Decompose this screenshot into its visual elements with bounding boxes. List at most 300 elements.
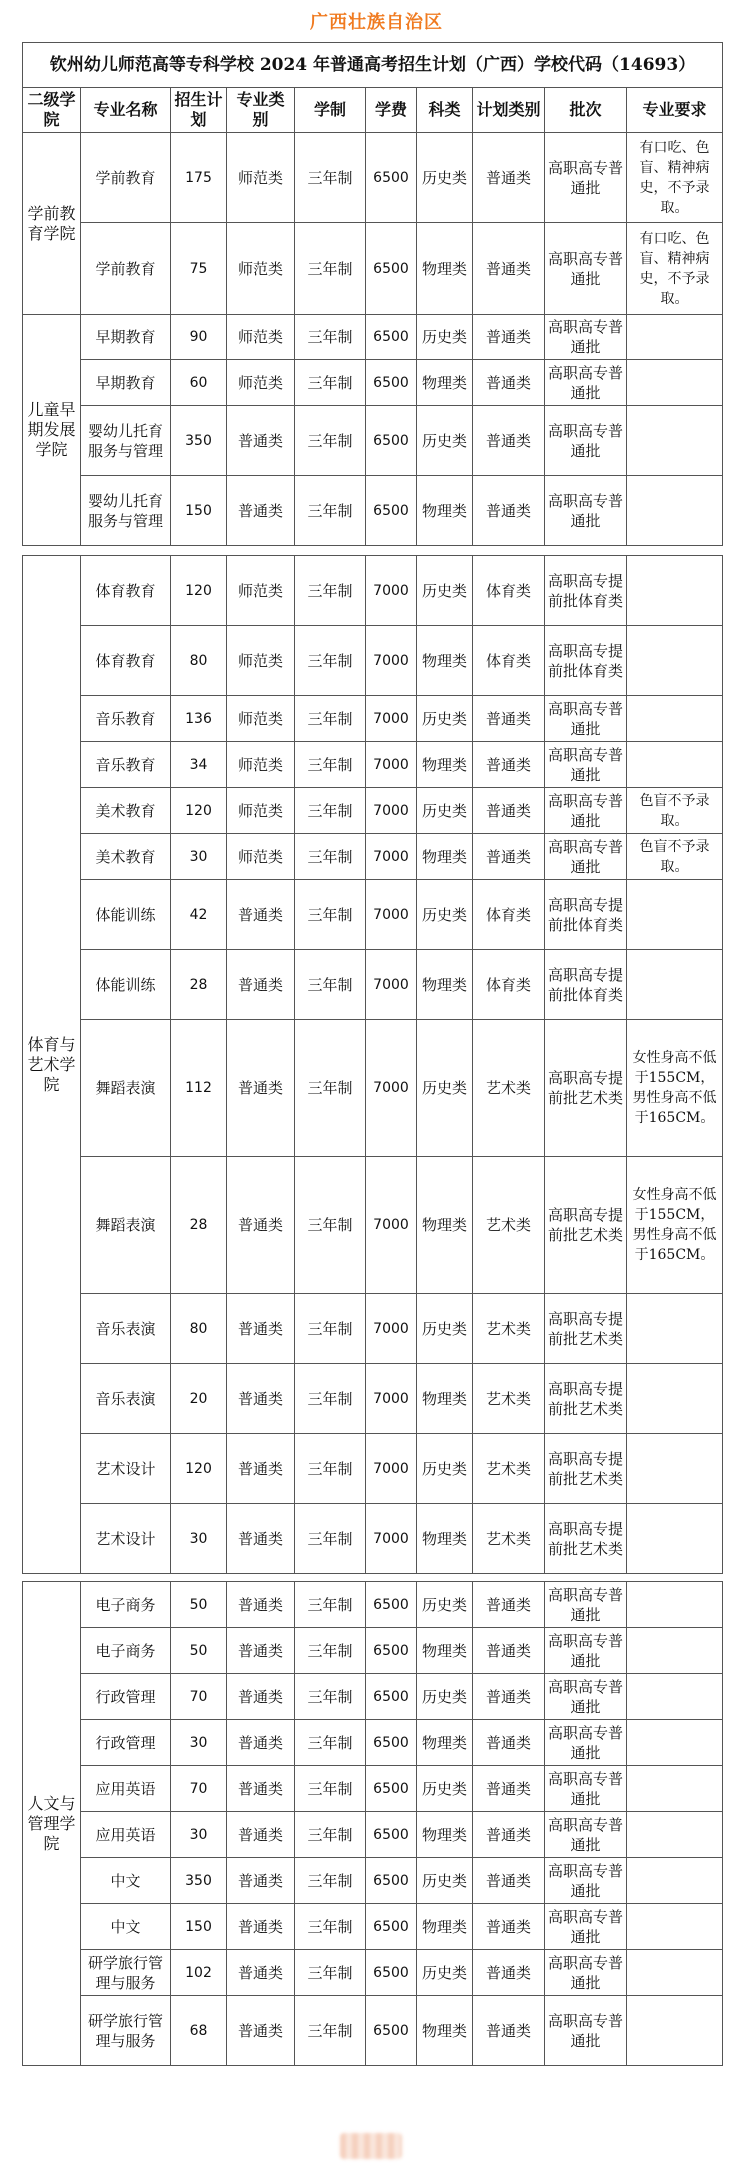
major-cell: 艺术设计 (81, 1434, 171, 1504)
fee-cell: 7000 (366, 1157, 417, 1294)
fee-cell: 7000 (366, 1364, 417, 1434)
subject-cell: 物理类 (417, 476, 473, 546)
plan-count-cell: 28 (171, 950, 227, 1020)
duration-cell: 三年制 (295, 950, 366, 1020)
header-cell: 学制 (295, 88, 366, 133)
batch-cell: 高职高专普通批 (545, 1858, 627, 1904)
subject-cell: 历史类 (417, 406, 473, 476)
plan-count-cell: 350 (171, 1858, 227, 1904)
major-cell: 应用英语 (81, 1812, 171, 1858)
batch-cell: 高职高专普通批 (545, 1812, 627, 1858)
requirement-cell (627, 556, 723, 626)
region-title: 广西壮族自治区 (310, 12, 443, 33)
subject-cell: 物理类 (417, 1812, 473, 1858)
plan-type-cell: 普通类 (473, 133, 545, 223)
duration-cell: 三年制 (295, 626, 366, 696)
plan-type-cell: 艺术类 (473, 1364, 545, 1434)
requirement-cell (627, 880, 723, 950)
subject-cell: 物理类 (417, 1996, 473, 2066)
plan-count-cell: 175 (171, 133, 227, 223)
table-row (23, 742, 723, 788)
fee-cell: 7000 (366, 788, 417, 834)
duration-cell: 三年制 (295, 788, 366, 834)
table-row (23, 1674, 723, 1720)
major-cell: 体育教育 (81, 556, 171, 626)
batch-cell: 高职高专普通批 (545, 406, 627, 476)
plan-type-cell: 普通类 (473, 406, 545, 476)
subject-cell: 历史类 (417, 315, 473, 360)
major-cell: 电子商务 (81, 1582, 171, 1628)
batch-cell: 高职高专提前批艺术类 (545, 1504, 627, 1574)
requirement-cell (627, 1812, 723, 1858)
plan-type-cell: 艺术类 (473, 1157, 545, 1294)
fee-cell: 6500 (366, 1950, 417, 1996)
duration-cell: 三年制 (295, 1904, 366, 1950)
category-cell: 普通类 (227, 1294, 295, 1364)
plan-count-cell: 42 (171, 880, 227, 950)
institute-cell: 儿童早期发展学院 (23, 315, 81, 546)
plan-type-cell: 普通类 (473, 1628, 545, 1674)
batch-cell: 高职高专提前批艺术类 (545, 1294, 627, 1364)
plan-count-cell: 50 (171, 1628, 227, 1674)
major-cell: 早期教育 (81, 360, 171, 406)
requirement-cell (627, 1996, 723, 2066)
fee-cell: 6500 (366, 133, 417, 223)
batch-cell: 高职高专提前批艺术类 (545, 1020, 627, 1157)
table-row (23, 950, 723, 1020)
plan-type-cell: 普通类 (473, 1720, 545, 1766)
fee-cell: 7000 (366, 696, 417, 742)
category-cell: 师范类 (227, 223, 295, 315)
plan-type-cell: 普通类 (473, 1950, 545, 1996)
plan-type-cell: 普通类 (473, 1904, 545, 1950)
table-body (23, 1582, 723, 2066)
batch-cell: 高职高专普通批 (545, 742, 627, 788)
table-row (23, 1020, 723, 1157)
requirement-cell (627, 1904, 723, 1950)
plan-type-cell: 普通类 (473, 223, 545, 315)
table-row (23, 1766, 723, 1812)
subject-cell: 物理类 (417, 834, 473, 880)
plan-count-cell: 150 (171, 1904, 227, 1950)
duration-cell: 三年制 (295, 1628, 366, 1674)
category-cell: 普通类 (227, 1996, 295, 2066)
header-cell: 科类 (417, 88, 473, 133)
duration-cell: 三年制 (295, 1504, 366, 1574)
plan-type-cell: 艺术类 (473, 1434, 545, 1504)
plan-type-cell: 体育类 (473, 626, 545, 696)
duration-cell: 三年制 (295, 1950, 366, 1996)
batch-cell: 高职高专普通批 (545, 788, 627, 834)
major-cell: 舞蹈表演 (81, 1157, 171, 1294)
duration-cell: 三年制 (295, 1582, 366, 1628)
subject-cell: 物理类 (417, 360, 473, 406)
fee-cell: 7000 (366, 950, 417, 1020)
duration-cell: 三年制 (295, 1720, 366, 1766)
table-row (23, 696, 723, 742)
plan-count-cell: 80 (171, 1294, 227, 1364)
requirement-cell (627, 476, 723, 546)
requirement-cell (627, 1628, 723, 1674)
table-row (23, 1504, 723, 1574)
major-cell: 婴幼儿托育服务与管理 (81, 406, 171, 476)
plan-count-cell: 30 (171, 1504, 227, 1574)
batch-cell: 高职高专普通批 (545, 1720, 627, 1766)
plan-type-cell: 艺术类 (473, 1504, 545, 1574)
duration-cell: 三年制 (295, 1020, 366, 1157)
subject-cell: 物理类 (417, 1364, 473, 1434)
plan-count-cell: 102 (171, 1950, 227, 1996)
requirement-cell: 女性身高不低于155CM，男性身高不低于165CM。 (627, 1020, 723, 1157)
batch-cell: 高职高专普通批 (545, 133, 627, 223)
major-cell: 行政管理 (81, 1720, 171, 1766)
table-row (23, 406, 723, 476)
fee-cell: 6500 (366, 315, 417, 360)
table-body (23, 133, 723, 546)
category-cell: 师范类 (227, 834, 295, 880)
plan-table-1 (22, 42, 723, 546)
requirement-cell (627, 1434, 723, 1504)
major-cell: 艺术设计 (81, 1504, 171, 1574)
batch-cell: 高职高专提前批体育类 (545, 880, 627, 950)
major-cell: 婴幼儿托育服务与管理 (81, 476, 171, 546)
major-cell: 早期教育 (81, 315, 171, 360)
fee-cell: 6500 (366, 360, 417, 406)
subject-cell: 物理类 (417, 950, 473, 1020)
plan-count-cell: 34 (171, 742, 227, 788)
major-cell: 应用英语 (81, 1766, 171, 1812)
plan-type-cell: 普通类 (473, 476, 545, 546)
plan-count-cell: 30 (171, 834, 227, 880)
subject-cell: 历史类 (417, 1582, 473, 1628)
subject-cell: 历史类 (417, 1020, 473, 1157)
duration-cell: 三年制 (295, 223, 366, 315)
category-cell: 普通类 (227, 1766, 295, 1812)
batch-cell: 高职高专提前批艺术类 (545, 1364, 627, 1434)
batch-cell: 高职高专普通批 (545, 1904, 627, 1950)
major-cell: 研学旅行管理与服务 (81, 1996, 171, 2066)
subject-cell: 历史类 (417, 788, 473, 834)
requirement-cell (627, 315, 723, 360)
duration-cell: 三年制 (295, 696, 366, 742)
category-cell: 普通类 (227, 1157, 295, 1294)
fee-cell: 7000 (366, 1504, 417, 1574)
fee-cell: 7000 (366, 556, 417, 626)
fee-cell: 7000 (366, 1020, 417, 1157)
plan-type-cell: 普通类 (473, 742, 545, 788)
major-cell: 体能训练 (81, 950, 171, 1020)
category-cell: 普通类 (227, 1628, 295, 1674)
table-body (23, 556, 723, 1574)
subject-cell: 历史类 (417, 880, 473, 950)
plan-table-3 (22, 1581, 723, 2066)
requirement-cell: 色盲不予录取。 (627, 788, 723, 834)
fee-cell: 6500 (366, 1812, 417, 1858)
plan-count-cell: 150 (171, 476, 227, 546)
fee-cell: 7000 (366, 742, 417, 788)
duration-cell: 三年制 (295, 556, 366, 626)
duration-cell: 三年制 (295, 1858, 366, 1904)
category-cell: 师范类 (227, 556, 295, 626)
header-cell: 专业要求 (627, 88, 723, 133)
major-cell: 音乐表演 (81, 1364, 171, 1434)
requirement-cell (627, 360, 723, 406)
table-row (23, 1364, 723, 1434)
header-cell: 学费 (366, 88, 417, 133)
plan-count-cell: 136 (171, 696, 227, 742)
subject-cell: 历史类 (417, 1294, 473, 1364)
duration-cell: 三年制 (295, 742, 366, 788)
table-row (23, 1434, 723, 1504)
table-row (23, 476, 723, 546)
table-row (23, 834, 723, 880)
batch-cell: 高职高专提前批体育类 (545, 950, 627, 1020)
plan-type-cell: 体育类 (473, 950, 545, 1020)
table-row (23, 1294, 723, 1364)
major-cell: 美术教育 (81, 788, 171, 834)
duration-cell: 三年制 (295, 1812, 366, 1858)
table-row (23, 788, 723, 834)
plan-type-cell: 普通类 (473, 834, 545, 880)
plan-count-cell: 20 (171, 1364, 227, 1434)
plan-type-cell: 普通类 (473, 1996, 545, 2066)
requirement-cell (627, 696, 723, 742)
category-cell: 师范类 (227, 360, 295, 406)
header-cell: 批次 (545, 88, 627, 133)
batch-cell: 高职高专提前批艺术类 (545, 1434, 627, 1504)
category-cell: 普通类 (227, 1720, 295, 1766)
subject-cell: 物理类 (417, 1157, 473, 1294)
table-row (23, 315, 723, 360)
header-cell: 计划类别 (473, 88, 545, 133)
category-cell: 普通类 (227, 1020, 295, 1157)
major-cell: 体能训练 (81, 880, 171, 950)
category-cell: 普通类 (227, 880, 295, 950)
fee-cell: 6500 (366, 1628, 417, 1674)
plan-table-2 (22, 555, 723, 1574)
category-cell: 普通类 (227, 1674, 295, 1720)
plan-count-cell: 90 (171, 315, 227, 360)
requirement-cell (627, 1364, 723, 1434)
duration-cell: 三年制 (295, 476, 366, 546)
subject-cell: 历史类 (417, 1674, 473, 1720)
requirement-cell (627, 1582, 723, 1628)
duration-cell: 三年制 (295, 1996, 366, 2066)
plan-count-cell: 80 (171, 626, 227, 696)
fee-cell: 7000 (366, 834, 417, 880)
plan-count-cell: 30 (171, 1812, 227, 1858)
subject-cell: 历史类 (417, 1858, 473, 1904)
subject-cell: 物理类 (417, 223, 473, 315)
table-row (23, 1720, 723, 1766)
table-row (23, 880, 723, 950)
duration-cell: 三年制 (295, 1674, 366, 1720)
fee-cell: 6500 (366, 1582, 417, 1628)
duration-cell: 三年制 (295, 406, 366, 476)
header-cell: 专业名称 (81, 88, 171, 133)
plan-type-cell: 普通类 (473, 1766, 545, 1812)
category-cell: 普通类 (227, 406, 295, 476)
requirement-cell: 色盲不予录取。 (627, 834, 723, 880)
fee-cell: 6500 (366, 1904, 417, 1950)
duration-cell: 三年制 (295, 1364, 366, 1434)
requirement-cell (627, 1504, 723, 1574)
subject-cell: 物理类 (417, 1628, 473, 1674)
requirement-cell (627, 626, 723, 696)
category-cell: 师范类 (227, 788, 295, 834)
category-cell: 普通类 (227, 1812, 295, 1858)
plan-count-cell: 120 (171, 1434, 227, 1504)
subject-cell: 历史类 (417, 1950, 473, 1996)
category-cell: 师范类 (227, 742, 295, 788)
plan-count-cell: 70 (171, 1766, 227, 1812)
plan-count-cell: 120 (171, 556, 227, 626)
batch-cell: 高职高专普通批 (545, 315, 627, 360)
subject-cell: 物理类 (417, 742, 473, 788)
batch-cell: 高职高专普通批 (545, 476, 627, 546)
major-cell: 中文 (81, 1858, 171, 1904)
duration-cell: 三年制 (295, 1294, 366, 1364)
plan-type-cell: 普通类 (473, 1674, 545, 1720)
plan-count-cell: 120 (171, 788, 227, 834)
requirement-cell: 女性身高不低于155CM，男性身高不低于165CM。 (627, 1157, 723, 1294)
requirement-cell (627, 406, 723, 476)
requirement-cell (627, 1674, 723, 1720)
requirement-cell: 有口吃、色盲、精神病史，不予录取。 (627, 223, 723, 315)
category-cell: 普通类 (227, 1950, 295, 1996)
batch-cell: 高职高专提前批体育类 (545, 626, 627, 696)
requirement-cell (627, 950, 723, 1020)
subject-cell: 历史类 (417, 1766, 473, 1812)
fee-cell: 6500 (366, 1674, 417, 1720)
category-cell: 普通类 (227, 1434, 295, 1504)
plan-type-cell: 普通类 (473, 315, 545, 360)
table-row (23, 223, 723, 315)
table-row (23, 556, 723, 626)
category-cell: 普通类 (227, 950, 295, 1020)
plan-type-cell: 体育类 (473, 880, 545, 950)
duration-cell: 三年制 (295, 880, 366, 950)
table-row (23, 1157, 723, 1294)
category-cell: 普通类 (227, 1504, 295, 1574)
batch-cell: 高职高专普通批 (545, 223, 627, 315)
plan-type-cell: 普通类 (473, 1582, 545, 1628)
batch-cell: 高职高专提前批艺术类 (545, 1157, 627, 1294)
duration-cell: 三年制 (295, 360, 366, 406)
plan-count-cell: 350 (171, 406, 227, 476)
plan-type-cell: 普通类 (473, 696, 545, 742)
fee-cell: 7000 (366, 1294, 417, 1364)
requirement-cell (627, 1294, 723, 1364)
major-cell: 行政管理 (81, 1674, 171, 1720)
batch-cell: 高职高专普通批 (545, 1950, 627, 1996)
category-cell: 师范类 (227, 696, 295, 742)
major-cell: 研学旅行管理与服务 (81, 1950, 171, 1996)
subject-cell: 物理类 (417, 1904, 473, 1950)
major-cell: 美术教育 (81, 834, 171, 880)
fee-cell: 7000 (366, 880, 417, 950)
table-row (23, 1812, 723, 1858)
table-row (23, 626, 723, 696)
plan-type-cell: 艺术类 (473, 1294, 545, 1364)
fee-cell: 7000 (366, 1434, 417, 1504)
header-cell: 专业类别 (227, 88, 295, 133)
plan-type-cell: 艺术类 (473, 1020, 545, 1157)
institute-cell: 学前教育学院 (23, 133, 81, 315)
plan-type-cell: 体育类 (473, 556, 545, 626)
major-cell: 音乐教育 (81, 742, 171, 788)
plan-count-cell: 112 (171, 1020, 227, 1157)
batch-cell: 高职高专普通批 (545, 834, 627, 880)
table-row (23, 1582, 723, 1628)
duration-cell: 三年制 (295, 133, 366, 223)
duration-cell: 三年制 (295, 315, 366, 360)
batch-cell: 高职高专普通批 (545, 1996, 627, 2066)
plan-count-cell: 68 (171, 1996, 227, 2066)
plan-count-cell: 30 (171, 1720, 227, 1766)
subject-cell: 物理类 (417, 626, 473, 696)
batch-cell: 高职高专普通批 (545, 360, 627, 406)
table-row (23, 1628, 723, 1674)
header-row (23, 88, 723, 133)
header-cell: 二级学院 (23, 88, 81, 133)
plan-count-cell: 28 (171, 1157, 227, 1294)
major-cell: 舞蹈表演 (81, 1020, 171, 1157)
fee-cell: 6500 (366, 223, 417, 315)
fee-cell: 7000 (366, 626, 417, 696)
category-cell: 普通类 (227, 1582, 295, 1628)
plan-type-cell: 普通类 (473, 1812, 545, 1858)
fee-cell: 6500 (366, 1720, 417, 1766)
fee-cell: 6500 (366, 476, 417, 546)
duration-cell: 三年制 (295, 1157, 366, 1294)
category-cell: 普通类 (227, 476, 295, 546)
plan-count-cell: 75 (171, 223, 227, 315)
requirement-cell (627, 1950, 723, 1996)
subject-cell: 历史类 (417, 133, 473, 223)
batch-cell: 高职高专普通批 (545, 1674, 627, 1720)
subject-cell: 历史类 (417, 696, 473, 742)
table-row (23, 133, 723, 223)
fee-cell: 6500 (366, 1766, 417, 1812)
requirement-cell (627, 1858, 723, 1904)
table-row (23, 1950, 723, 1996)
plan-count-cell: 60 (171, 360, 227, 406)
fee-cell: 6500 (366, 1996, 417, 2066)
duration-cell: 三年制 (295, 834, 366, 880)
plan-type-cell: 普通类 (473, 360, 545, 406)
plan-count-cell: 70 (171, 1674, 227, 1720)
fee-cell: 6500 (366, 406, 417, 476)
table-row (23, 1904, 723, 1950)
batch-cell: 高职高专普通批 (545, 696, 627, 742)
category-cell: 普通类 (227, 1364, 295, 1434)
batch-cell: 高职高专普通批 (545, 1582, 627, 1628)
major-cell: 电子商务 (81, 1628, 171, 1674)
plan-type-cell: 普通类 (473, 788, 545, 834)
requirement-cell (627, 742, 723, 788)
category-cell: 普通类 (227, 1858, 295, 1904)
subject-cell: 历史类 (417, 1434, 473, 1504)
watermark-blur (340, 2133, 402, 2159)
subject-cell: 物理类 (417, 1720, 473, 1766)
plan-type-cell: 普通类 (473, 1858, 545, 1904)
batch-cell: 高职高专普通批 (545, 1628, 627, 1674)
category-cell: 师范类 (227, 626, 295, 696)
header-cell: 招生计划 (171, 88, 227, 133)
major-cell: 中文 (81, 1904, 171, 1950)
batch-cell: 高职高专普通批 (545, 1766, 627, 1812)
